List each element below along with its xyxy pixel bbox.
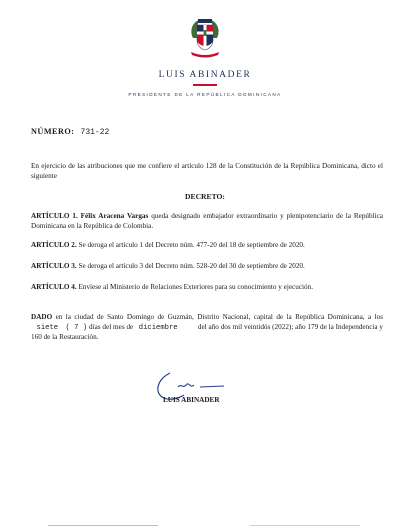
decree-number-label: NÚMERO: xyxy=(31,127,75,136)
dado-label: DADO xyxy=(31,313,53,321)
dado-day-word: siete xyxy=(36,323,59,332)
decree-number-value: 731-22 xyxy=(80,128,110,137)
decree-heading: DECRETO: xyxy=(185,192,225,201)
article-3-label: ARTÍCULO 3. xyxy=(31,262,77,270)
article-4-label: ARTÍCULO 4. xyxy=(31,283,77,291)
article-1-person: Félix Aracena Vargas xyxy=(80,212,149,220)
article-3-text: Se deroga el artículo 3 del Decreto núm. 528-20 del 30 de septiembre de 2020. xyxy=(76,262,305,270)
article-4 xyxy=(31,283,383,293)
coat-of-arms-icon xyxy=(187,16,223,58)
header-divider xyxy=(193,84,217,86)
dado-paragraph xyxy=(31,313,383,343)
decree-number xyxy=(31,127,109,137)
intro-paragraph: En ejercicio de las atribuciones que me confiere el artículo 128 de la Constitución de la República Dominicana, dicto el siguiente xyxy=(31,162,383,180)
dado-text-1: en la ciudad de Santo Domingo de Guzmán, Distrito Nacional, capital de la República Dominicana, a los xyxy=(52,313,383,321)
dado-text-3: del año dos mil veintidós (2022); año 179 de la Independencia y 160 de la Restauración. xyxy=(31,322,384,342)
header-subtitle: PRESIDENTE DE LA REPÚBLICA DOMINICANA xyxy=(128,92,282,97)
article-1 xyxy=(31,212,383,231)
signature-name: LUIS ABINADER xyxy=(163,396,220,404)
dado-text-2: días del mes de xyxy=(87,322,136,331)
article-2 xyxy=(31,241,383,251)
article-4-text: Envíese al Ministerio de Relaciones Exteriores para su conocimiento y ejecución. xyxy=(76,283,313,291)
footer-divider xyxy=(250,525,360,526)
dado-day-number: ( 7 ) xyxy=(65,323,88,332)
article-2-label: ARTÍCULO 2. xyxy=(31,241,77,249)
article-1-text: queda designado embajador extraordinario y plenipotenciario de la República Dominicana en la República de Colombia. xyxy=(31,212,383,230)
article-1-label: ARTÍCULO 1. xyxy=(31,212,78,220)
article-3 xyxy=(31,262,383,272)
article-2-text: Se deroga el artículo 1 del Decreto núm. 477-20 del 18 de septiembre de 2020. xyxy=(76,241,305,249)
footer-divider xyxy=(48,525,158,526)
dado-month: diciembre xyxy=(138,323,178,332)
header-name: LUIS ABINADER xyxy=(158,70,252,80)
